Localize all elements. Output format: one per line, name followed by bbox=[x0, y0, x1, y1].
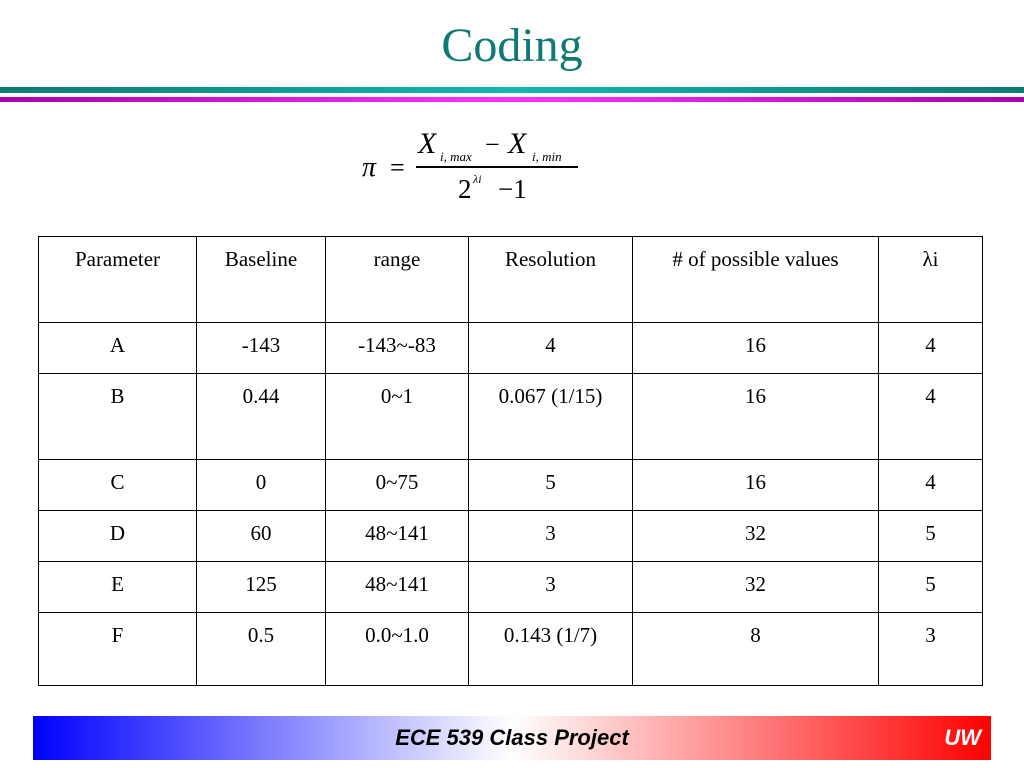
formula-numerator-sub1: i, max bbox=[440, 149, 472, 164]
table-cell: 0.44 bbox=[197, 374, 326, 460]
table-row bbox=[39, 562, 983, 613]
table-cell: 48~141 bbox=[326, 562, 469, 613]
header-parameter: Parameter bbox=[39, 237, 197, 323]
table-cell: 16 bbox=[633, 374, 879, 460]
table-cell: 125 bbox=[197, 562, 326, 613]
table-header-row bbox=[39, 237, 983, 323]
table-cell: 3 bbox=[879, 613, 983, 686]
formula-denominator-base: 2 bbox=[458, 174, 472, 204]
table-row bbox=[39, 613, 983, 686]
table-cell: 0.0~1.0 bbox=[326, 613, 469, 686]
table-cell: 32 bbox=[633, 511, 879, 562]
header-baseline: Baseline bbox=[197, 237, 326, 323]
table-cell: 0~1 bbox=[326, 374, 469, 460]
table-row bbox=[39, 323, 983, 374]
table-cell: 4 bbox=[879, 323, 983, 374]
table-cell: D bbox=[39, 511, 197, 562]
table-cell: 4 bbox=[469, 323, 633, 374]
formula-numerator-x2: X bbox=[508, 127, 527, 160]
table-cell: 5 bbox=[879, 511, 983, 562]
footer-org-label: UW bbox=[944, 725, 981, 750]
table-cell: -143~-83 bbox=[326, 323, 469, 374]
header-lambda: λi bbox=[879, 237, 983, 323]
footer-course-title: ECE 539 Class Project bbox=[395, 725, 629, 750]
table-row bbox=[39, 511, 983, 562]
table-cell: 3 bbox=[469, 562, 633, 613]
table-cell: 0~75 bbox=[326, 460, 469, 511]
formula-denominator-exponent: λi bbox=[473, 172, 482, 186]
table-cell: 0.143 (1/7) bbox=[469, 613, 633, 686]
table-cell: E bbox=[39, 562, 197, 613]
table-cell: 16 bbox=[633, 460, 879, 511]
table-cell: 32 bbox=[633, 562, 879, 613]
parameter-coding-table bbox=[38, 236, 983, 686]
table-row bbox=[39, 374, 983, 460]
header-possible-values: # of possible values bbox=[633, 237, 879, 323]
formula-equals: = bbox=[390, 153, 405, 182]
table-cell: 3 bbox=[469, 511, 633, 562]
table-cell: 48~141 bbox=[326, 511, 469, 562]
table-cell: 16 bbox=[633, 323, 879, 374]
table-cell: 4 bbox=[879, 460, 983, 511]
footer-bar bbox=[33, 716, 991, 760]
table-cell: 60 bbox=[197, 511, 326, 562]
table-cell: C bbox=[39, 460, 197, 511]
table-cell: B bbox=[39, 374, 197, 460]
header-resolution: Resolution bbox=[469, 237, 633, 323]
formula-denominator-minus-one: −1 bbox=[498, 174, 527, 204]
table-cell: 0.067 (1/15) bbox=[469, 374, 633, 460]
table-row bbox=[39, 460, 983, 511]
table-cell: 5 bbox=[879, 562, 983, 613]
formula-numerator-x1: X bbox=[418, 127, 437, 160]
formula-numerator-sub2: i, min bbox=[532, 149, 562, 164]
table-cell: 4 bbox=[879, 374, 983, 460]
formula-numerator-minus: − bbox=[485, 130, 500, 159]
table-cell: A bbox=[39, 323, 197, 374]
formula-graphic bbox=[362, 123, 592, 208]
table-cell: 0 bbox=[197, 460, 326, 511]
title-rule-teal bbox=[0, 87, 1024, 93]
table-cell: -143 bbox=[197, 323, 326, 374]
table-cell: 0.5 bbox=[197, 613, 326, 686]
slide-title: Coding bbox=[441, 19, 583, 72]
formula bbox=[362, 123, 592, 208]
title-rule-magenta bbox=[0, 97, 1024, 102]
table-cell: 8 bbox=[633, 613, 879, 686]
table-cell: F bbox=[39, 613, 197, 686]
formula-lhs: π bbox=[362, 152, 377, 183]
header-range: range bbox=[326, 237, 469, 323]
table-cell: 5 bbox=[469, 460, 633, 511]
